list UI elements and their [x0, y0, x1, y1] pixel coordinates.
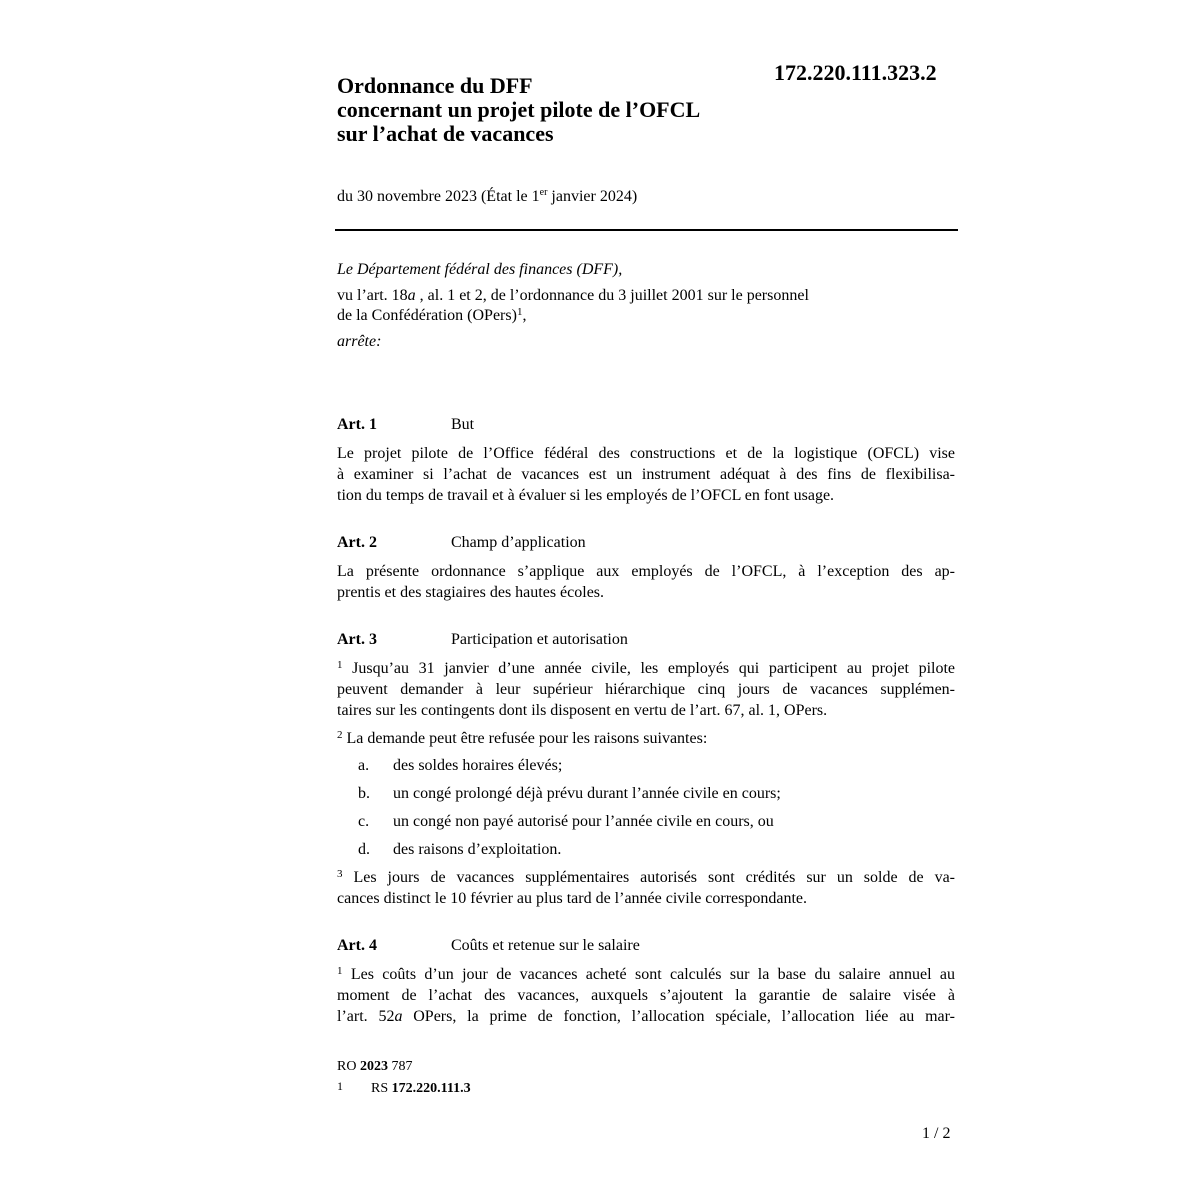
article-text-line: cances distinct le 10 février au plus tard de l’année civile correspondante.: [337, 890, 808, 907]
article-text-line: Le projet pilote de l’Office fédéral des constructions et de la logistique (OFCL) vise: [337, 445, 955, 462]
article-title: Coûts et retenue sur le salaire: [451, 937, 640, 954]
list-item-text: un congé non payé autorisé pour l’année civile en cours, ou: [393, 813, 774, 830]
footnote-text: [371, 1081, 471, 1097]
list-item-text: des soldes horaires élevés;: [393, 757, 563, 774]
list-item-letter: a.: [358, 757, 370, 774]
vu-italic: a: [407, 287, 416, 304]
article-text-line: moment de l’achat des vacances, auxquels s’ajoutent la garantie de salaire visée à: [337, 987, 955, 1004]
alinea-text: Jusqu’au 31 janvier d’une année civile, les employés qui participent au projet pilote: [342, 660, 955, 677]
article-text-line: tion du temps de travail et à évaluer si les employés de l’OFCL en font usage.: [337, 487, 835, 504]
text-segment: l’art. 52: [337, 1008, 395, 1025]
alinea-text: La demande peut être refusée pour les raisons suivantes:: [342, 730, 708, 747]
article-text-line: prentis et des stagiaires des hautes écoles.: [337, 584, 605, 601]
page-number: 1 / 2: [922, 1125, 951, 1142]
alinea-number: 2: [337, 729, 343, 741]
article-number: Art. 4: [337, 937, 377, 954]
vu-text: vu l’art. 18: [337, 287, 408, 304]
article-title: Champ d’application: [451, 534, 586, 551]
article-text-line: [337, 1007, 955, 1027]
list-item-letter: c.: [358, 813, 370, 830]
vu-text: , al. 1 et 2, de l’ordonnance du 3 juillet 2001 sur le personnel: [415, 287, 809, 304]
ro-page: 787: [387, 1059, 413, 1074]
list-item-text: un congé prolongé déjà prévu durant l’année civile en cours;: [393, 785, 781, 802]
article-text-line: [337, 659, 955, 679]
article-title: But: [451, 416, 475, 433]
ro-year: 2023: [359, 1059, 388, 1074]
date-line: [337, 188, 637, 206]
title-line: sur l’achat de vacances: [337, 121, 554, 146]
sys-number: 172.220.111.323.2: [774, 60, 937, 85]
footnote-prefix: RS: [371, 1081, 392, 1096]
date-prefix: du 30 novembre 2023 (État le 1: [337, 188, 540, 205]
article-title: Participation et autorisation: [451, 631, 628, 648]
article-text-line: [337, 729, 707, 749]
article-text-line: taires sur les contingents dont ils disposent en vertu de l’art. 67, al. 1, OPers.: [337, 702, 828, 719]
text-segment: OPers, la prime de fonction, l’allocation spéciale, l’allocation liée au mar-: [402, 1008, 955, 1025]
alinea-number: 3: [337, 868, 343, 880]
vu-text: de la Confédération (OPers): [337, 307, 517, 324]
footnote-ref[interactable]: 1: [516, 306, 523, 318]
article-text-line: [337, 868, 955, 888]
footnote-ref-number[interactable]: 172.220.111.3: [391, 1081, 471, 1096]
article-text-line: [337, 965, 955, 985]
article-text-line: La présente ordonnance s’applique aux employés de l’OFCL, à l’exception des ap-: [337, 563, 955, 580]
title-line: concernant un projet pilote de l’OFCL: [337, 97, 701, 122]
header-rule: [335, 229, 958, 231]
title-line: Ordonnance du DFF: [337, 73, 533, 98]
preamble-authority: Le Département fédéral des finances (DFF),: [337, 261, 623, 278]
document-title: [337, 74, 700, 146]
article-text-line: peuvent demander à leur supérieur hiérarchique cinq jours de vacances supplémen-: [337, 681, 955, 698]
alinea-number: 1: [337, 659, 343, 671]
article-number: Art. 3: [337, 631, 377, 648]
alinea-text: Les jours de vacances supplémentaires autorisés sont crédités sur un solde de va-: [342, 869, 955, 886]
list-item-text: des raisons d’exploitation.: [393, 841, 562, 858]
ro-prefix: RO: [337, 1059, 360, 1074]
text-italic: a: [394, 1008, 403, 1025]
vu-text: ,: [522, 307, 527, 324]
date-suffix: janvier 2024): [547, 188, 638, 205]
list-item-letter: d.: [358, 841, 370, 858]
article-number: Art. 2: [337, 534, 377, 551]
preamble-arrete: arrête:: [337, 333, 382, 350]
preamble-vu-line1: [337, 286, 809, 306]
ro-reference: [337, 1059, 412, 1075]
article-number: Art. 1: [337, 416, 377, 433]
footnote-number: 1: [337, 1079, 343, 1093]
alinea-text: Les coûts d’un jour de vacances acheté sont calculés sur la base du salaire annuel au: [342, 966, 955, 983]
alinea-number: 1: [337, 965, 343, 977]
date-sup: er: [539, 187, 548, 198]
list-item-letter: b.: [358, 785, 370, 802]
article-text-line: à examiner si l’achat de vacances est un instrument adéquat à des fins de flexibilisa-: [337, 466, 955, 483]
preamble-vu-line2: [337, 306, 526, 326]
